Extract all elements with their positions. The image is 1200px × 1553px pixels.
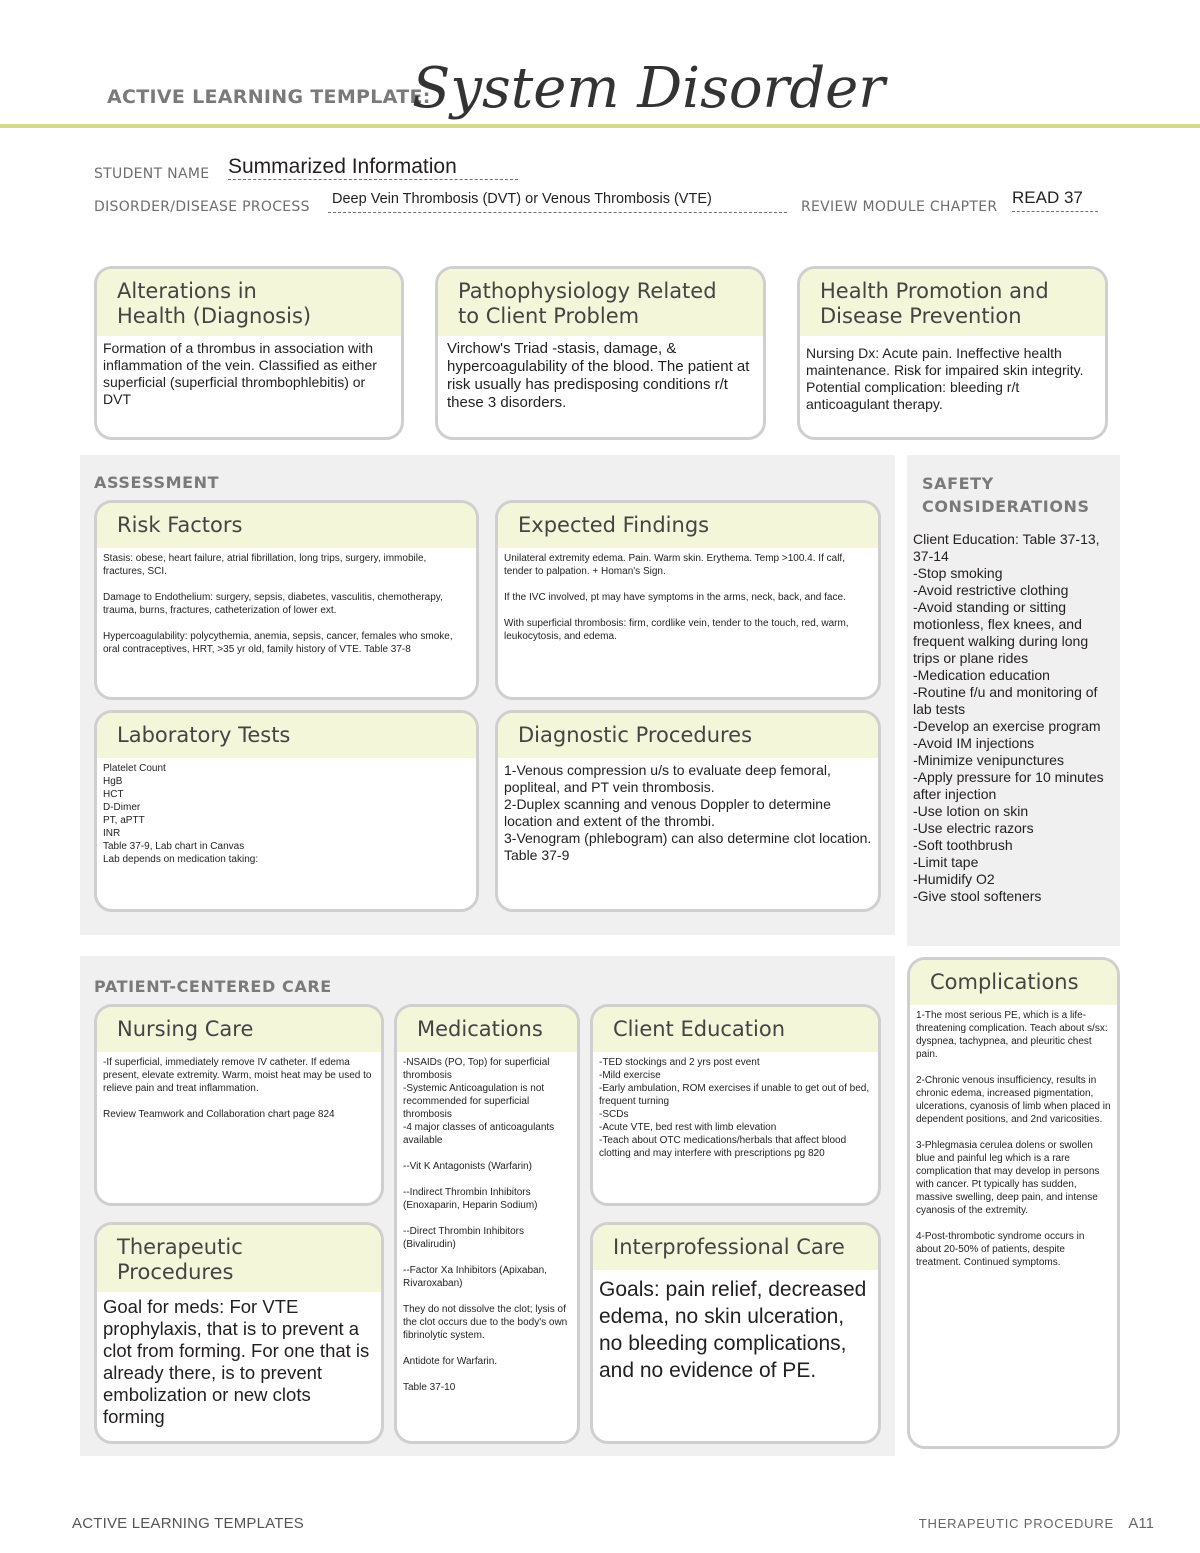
complications-title: Complications bbox=[910, 960, 1117, 1005]
health-promotion-card bbox=[797, 266, 1108, 440]
diagnostic-procedures-title: Diagnostic Procedures bbox=[498, 713, 878, 758]
interprofessional-care-title: Interprofessional Care bbox=[593, 1225, 878, 1270]
risk-factors-card bbox=[94, 500, 479, 700]
header-divider bbox=[0, 124, 1200, 128]
footer-label: ACTIVE LEARNING TEMPLATES bbox=[72, 1515, 304, 1532]
nursing-care-card bbox=[94, 1004, 384, 1206]
interprofessional-care-card bbox=[590, 1222, 881, 1444]
expected-findings-text[interactable]: Unilateral extremity edema. Pain. Warm skin. Erythema. Temp >100.4. If calf, tender to palpation. + Homan's Sign. If the IVC involved, pt may have symptoms in the arms, neck, back, and face. With superficial thrombosis: firm, cordlike vein, tender to the touch, red, warm, leukocytosis, and edema. bbox=[504, 553, 849, 642]
page-number: A11 bbox=[1128, 1515, 1154, 1532]
therapeutic-procedures-text[interactable]: Goal for meds: For VTE prophylaxis, that is to prevent a clot from forming. For one that is already there, is to prevent embolization or new clots forming bbox=[103, 1296, 370, 1427]
interprofessional-care-text[interactable]: Goals: pain relief, decreased edema, no skin ulceration, no bleeding complications, and no evidence of PE. bbox=[599, 1278, 867, 1382]
diagnostic-procedures-card bbox=[495, 710, 881, 912]
template-label: ACTIVE LEARNING TEMPLATE: bbox=[107, 86, 431, 108]
diagnostic-procedures-text[interactable]: 1-Venous compression u/s to evaluate deep femoral, popliteal, and PT vein thrombosis. 2-Duplex scanning and venous Doppler to determine location and extent of the thrombi. 3-Venogram (phlebogram) can also determine clot location. Table 37-9 bbox=[504, 762, 872, 863]
complications-card bbox=[907, 957, 1120, 1449]
client-education-title: Client Education bbox=[593, 1007, 878, 1052]
disorder-label: DISORDER/DISEASE PROCESS bbox=[94, 199, 310, 215]
health-promotion-text[interactable]: Nursing Dx: Acute pain. Ineffective health maintenance. Risk for impaired skin integrity. Potential complication: bleeding r/t anticoagulant therapy. bbox=[806, 345, 1084, 412]
client-education-text[interactable]: -TED stockings and 2 yrs post event -Mild exercise -Early ambulation, ROM exercises if unable to get out of bed, frequent turning -SCDs -Acute VTE, bed rest with limb elevation -Teach about OTC medications/herbals that affect blood clotting and may interfere with prescriptions pg 820 bbox=[599, 1057, 870, 1159]
alterations-card bbox=[94, 266, 404, 440]
safety-heading: SAFETY CONSIDERATIONS bbox=[922, 474, 1090, 516]
footer-section bbox=[919, 1515, 1154, 1532]
student-name-field[interactable]: Summarized Information bbox=[228, 155, 518, 180]
expected-findings-card bbox=[495, 500, 881, 700]
patient-care-heading: PATIENT-CENTERED CARE bbox=[94, 977, 332, 996]
assessment-heading: ASSESSMENT bbox=[94, 473, 220, 492]
safety-text[interactable]: Client Education: Table 37-13, 37-14 -Stop smoking -Avoid restrictive clothing -Avoid standing or sitting motionless, flex knees, and frequent walking during long trips or plane rides -Medication education -Routine f/u and monitoring of lab tests -Develop an exercise program -Avoid IM injections -Minimize venipunctures -Apply pressure for 10 minutes after injection -Use lotion on skin -Use electric razors -Soft toothbrush -Limit tape -Humidify O2 -Give stool softeners bbox=[913, 531, 1104, 904]
review-chapter-field[interactable]: READ 37 bbox=[1012, 187, 1098, 212]
medications-text[interactable]: -NSAIDs (PO, Top) for superficial thrombosis -Systemic Anticoagulation is not recommended for superficial thrombosis -4 major classes of anticoagulants available --Vit K Antagonists (Warfarin) --Indirect Thrombin Inhibitors (Enoxaparin, Heparin Sodium) --Direct Thrombin Inhibitors (Bivalirudin) --Factor Xa Inhibitors (Apixaban, Rivaroxaban) They do not dissolve the clot; lysis of the clot occurs due to the body's own fibrinolytic system. Antidote for Warfarin. Table 37-10 bbox=[403, 1057, 568, 1393]
pathophysiology-text[interactable]: Virchow's Triad -stasis, damage, & hypercoagulability of the blood. The patient at risk usually has predisposing conditions r/t these 3 disorders. bbox=[447, 340, 750, 411]
therapeutic-procedures-title: Therapeutic Procedures bbox=[97, 1225, 381, 1292]
client-education-card bbox=[590, 1004, 881, 1206]
risk-factors-title: Risk Factors bbox=[97, 503, 476, 548]
laboratory-tests-text[interactable]: Platelet Count HgB HCT D-Dimer PT, aPTT INR Table 37-9, Lab chart in Canvas Lab depends on medication taking: bbox=[103, 763, 259, 865]
medications-card bbox=[394, 1004, 580, 1444]
risk-factors-text[interactable]: Stasis: obese, heart failure, atrial fibrillation, long trips, surgery, immobile, fractures, SCI. Damage to Endothelium: surgery, sepsis, diabetes, vasculitis, chemotherapy, trauma, burns, fractures, catheterization of lower ext. Hypercoagulability: polycythemia, anemia, sepsis, cancer, females who smoke, oral contraceptives, HRT, >35 yr old, family history of VTE. Table 37-8 bbox=[103, 553, 453, 655]
alterations-title: Alterations in Health (Diagnosis) bbox=[97, 269, 401, 336]
alterations-text[interactable]: Formation of a thrombus in association with inflammation of the vein. Classified as either superficial (superficial thrombophlebitis) or DVT bbox=[103, 340, 377, 407]
footer-section-label: THERAPEUTIC PROCEDURE bbox=[918, 1516, 1114, 1531]
pathophysiology-card bbox=[435, 266, 766, 440]
complications-text[interactable]: 1-The most serious PE, which is a life-threatening complication. Teach about s/sx: dyspnea, tachypnea, and pleuritic chest pain. 2-Chronic venous insufficiency, results in chronic edema, increased pigmentation, ulcerations, cyanosis of limb when placed in dependent positions, and 2nd varicosities. 3-Phlegmasia cerulea dolens or swollen blue and painful leg which is a rare complication that may develop in persons with cancer. Pt typically has sudden, massive swelling, deep pain, and intense cyanosis of the extremity. 4-Post-thrombotic syndrome occurs in about 20-50% of patients, despite treatment. Continued symptoms. bbox=[916, 1010, 1111, 1268]
expected-findings-title: Expected Findings bbox=[498, 503, 878, 548]
disorder-field[interactable]: Deep Vein Thrombosis (DVT) or Venous Thrombosis (VTE) bbox=[328, 190, 787, 213]
review-chapter-label: REVIEW MODULE CHAPTER bbox=[801, 199, 998, 215]
student-name-label: STUDENT NAME bbox=[94, 166, 210, 182]
health-promotion-title: Health Promotion and Disease Prevention bbox=[800, 269, 1105, 336]
medications-title: Medications bbox=[397, 1007, 577, 1052]
laboratory-tests-title: Laboratory Tests bbox=[97, 713, 476, 758]
pathophysiology-title: Pathophysiology Related to Client Problem bbox=[438, 269, 763, 336]
page-title: System Disorder bbox=[412, 56, 886, 121]
laboratory-tests-card bbox=[94, 710, 479, 912]
nursing-care-title: Nursing Care bbox=[97, 1007, 381, 1052]
therapeutic-procedures-card bbox=[94, 1222, 384, 1444]
nursing-care-text[interactable]: -If superficial, immediately remove IV catheter. If edema present, elevate extremity. Warm, moist heat may be used to relieve pain and treat inflammation. Review Teamwork and Collaboration chart page 824 bbox=[103, 1057, 372, 1120]
